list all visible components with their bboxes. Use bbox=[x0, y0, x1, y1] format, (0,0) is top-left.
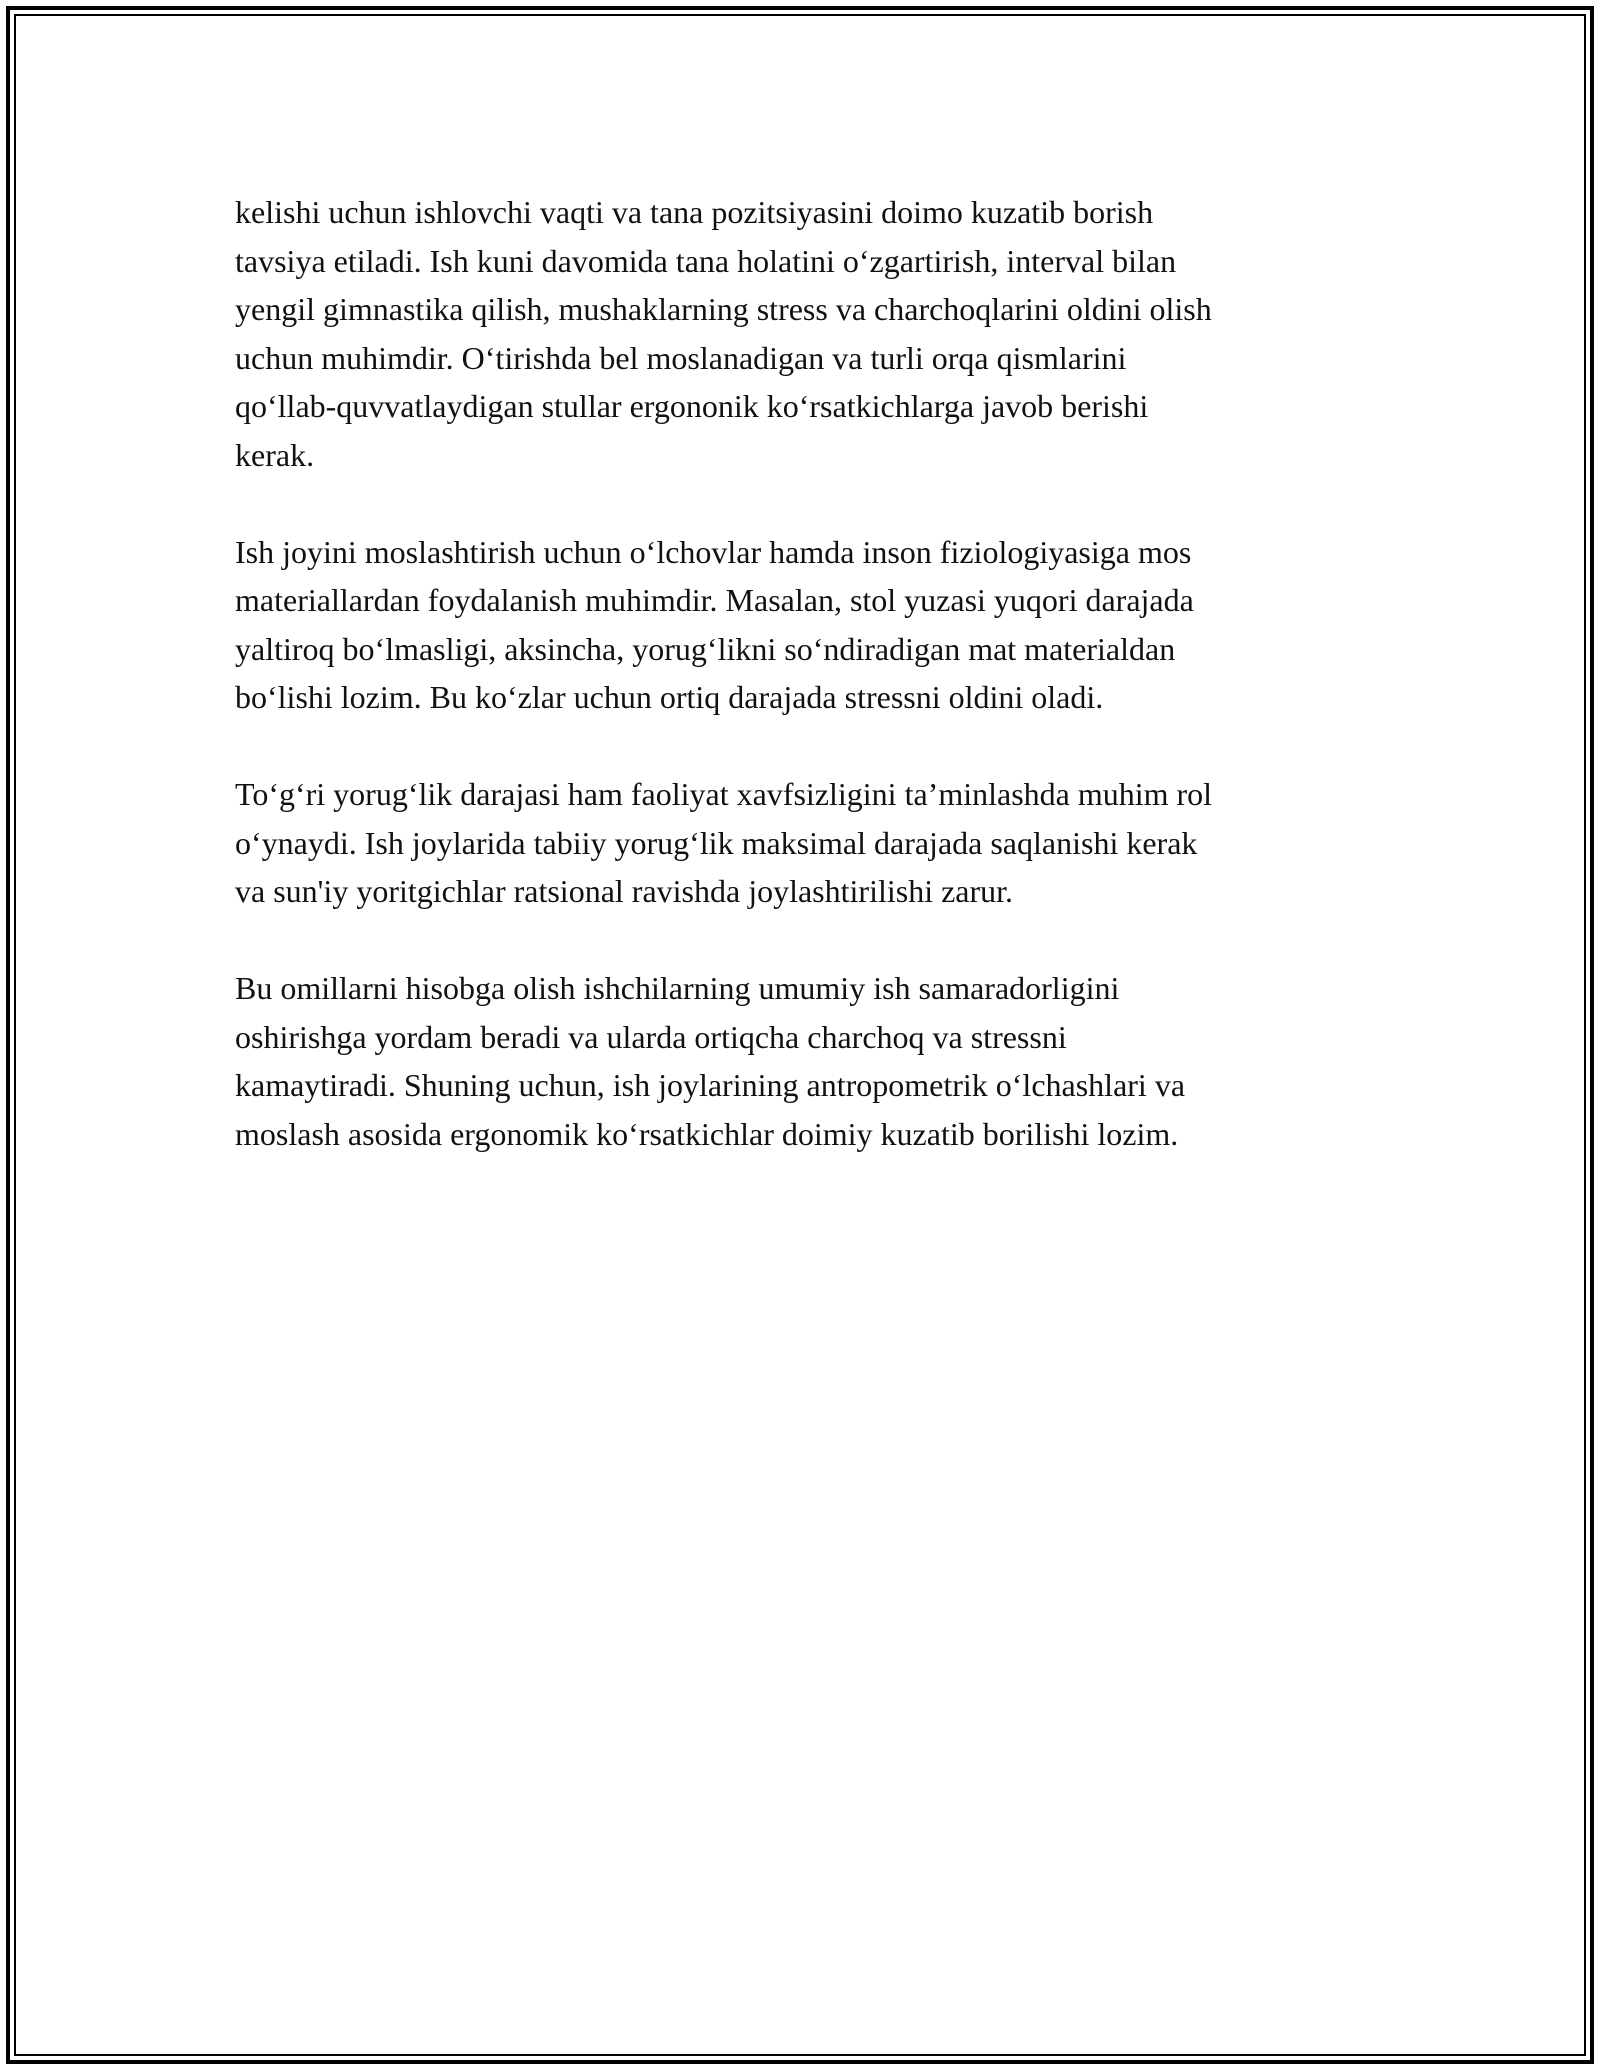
text-line: va sun'iy yoritgichlar ratsional ravishda joylashtirilishi zarur. bbox=[235, 873, 1014, 909]
text-line: uchun muhimdir. O‘tirishda bel moslanadigan va turli orqa qismlarini bbox=[235, 339, 1127, 376]
text-line: o‘ynaydi. Ish joylarida tabiiy yorug‘lik maksimal darajada saqlanishi kerak bbox=[235, 824, 1198, 861]
text-line: bo‘lishi lozim. Bu ko‘zlar uchun ortiq darajada stressni oldini oladi. bbox=[235, 679, 1104, 715]
text-line: oshirishga yordam beradi va ularda ortiqcha charchoq va stressni bbox=[235, 1018, 1067, 1055]
text-line: materiallardan foydalanish muhimdir. Masalan, stol yuzasi yuqori darajada bbox=[235, 582, 1194, 618]
paragraph-1 bbox=[235, 188, 1370, 479]
paragraph-2 bbox=[235, 528, 1370, 722]
text-line: kerak. bbox=[235, 436, 315, 473]
text-line: kelishi uchun ishlovchi vaqti va tana pozitsiyasini doimo kuzatib borish bbox=[235, 194, 1154, 230]
text-line: Ish joyini moslashtirish uchun o‘lchovlar hamda inson fiziologiyasiga mos bbox=[235, 533, 1192, 570]
text-line: tavsiya etiladi. Ish kuni davomida tana holatini o‘zgartirish, interval bilan bbox=[235, 242, 1177, 279]
document-body bbox=[235, 188, 1370, 1158]
text-line: qo‘llab-quvvatlaydigan stullar ergononik ko‘rsatkichlarga javob berishi bbox=[235, 388, 1149, 424]
text-line: yaltiroq bo‘lmasligi, aksincha, yorug‘likni so‘ndiradigan mat materialdan bbox=[235, 630, 1176, 667]
text-line: moslash asosida ergonomik ko‘rsatkichlar doimiy kuzatib borilishi lozim. bbox=[235, 1115, 1179, 1152]
text-line: yengil gimnastika qilish, mushaklarning stress va charchoqlarini oldini olish bbox=[235, 291, 1212, 327]
text-line: To‘g‘ri yorug‘lik darajasi ham faoliyat xavfsizligini ta’minlashda muhim rol bbox=[235, 776, 1213, 812]
paragraph-3 bbox=[235, 770, 1370, 916]
paragraph-4 bbox=[235, 964, 1370, 1158]
text-line: Bu omillarni hisobga olish ishchilarning umumiy ish samaradorligini bbox=[235, 970, 1120, 1006]
text-line: kamaytiradi. Shuning uchun, ish joylarining antropometrik o‘lchashlari va bbox=[235, 1067, 1186, 1103]
